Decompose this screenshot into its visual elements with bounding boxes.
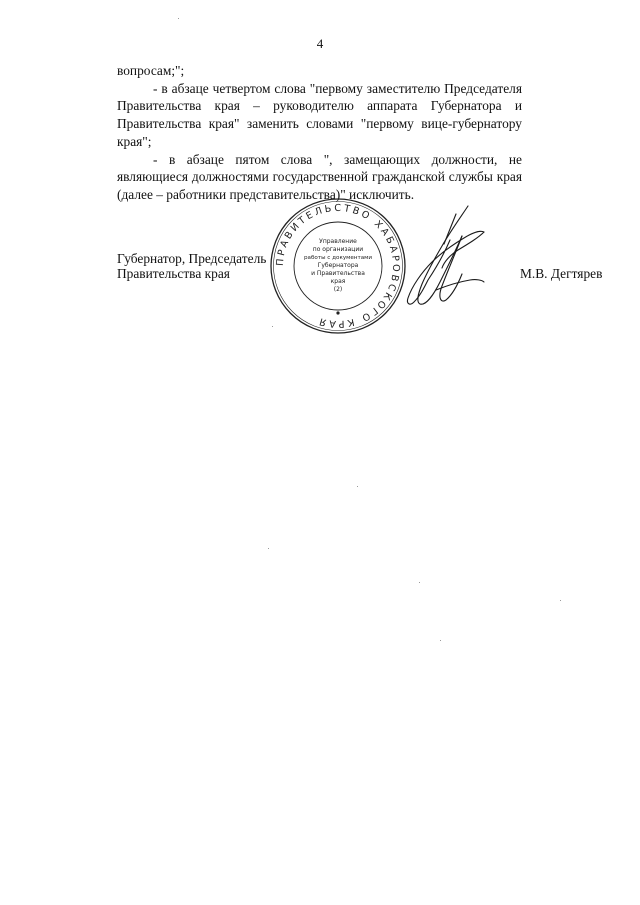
position-line-1: Губернатор, Председатель bbox=[117, 251, 267, 266]
seal-line-1: Управление bbox=[319, 238, 357, 245]
seal-outer-text: ПРАВИТЕЛЬСТВО ХАБАРОВСКОГО КРАЯ bbox=[274, 202, 402, 330]
signatory-position bbox=[117, 251, 266, 281]
paragraph-amendment-4: - в абзаце четвертом слова "первому заместителю Председателя Правительства края – руководителю аппарата Губернатора и Правительства края" заменить словами "первому вице-губернатору края"; bbox=[117, 80, 522, 149]
seal-line-6: края bbox=[330, 278, 346, 285]
document-body bbox=[117, 62, 522, 204]
handwritten-signature bbox=[398, 200, 490, 320]
seal-line-7: (2) bbox=[333, 286, 343, 293]
seal-line-2: по организации bbox=[312, 246, 364, 253]
page-number: 4 bbox=[316, 36, 324, 51]
paragraph-continuation: вопросам;"; bbox=[117, 63, 185, 78]
seal-line-4: Губернатора bbox=[317, 262, 359, 269]
official-seal bbox=[268, 196, 408, 336]
seal-line-5: и Правительства bbox=[311, 270, 365, 277]
signatory-name: М.В. Дегтярев bbox=[520, 266, 603, 281]
seal-line-3: работы с документами bbox=[304, 255, 372, 261]
paragraph-amendment-5: - в абзаце пятом слова ", замещающих должности, не являющиеся должностями государственной гражданской службы края (далее – работники представительства)" исключить. bbox=[117, 151, 522, 202]
position-line-2: Правительства края bbox=[117, 266, 230, 281]
